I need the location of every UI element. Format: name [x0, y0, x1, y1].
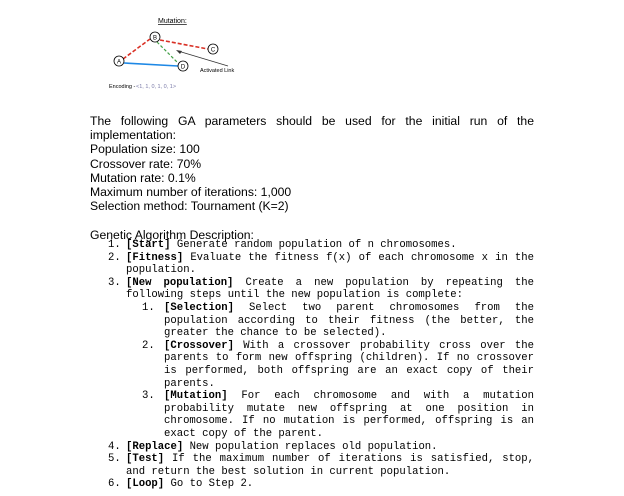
- population-size: Population size: 100: [90, 142, 200, 157]
- encoding-value: <1, 1, 0, 1, 0, 1>: [136, 84, 177, 90]
- step-test: 5. [Test] If the maximum number of iterations is satisfied, stop, and return the best solution in current population.: [108, 453, 534, 478]
- substep-crossover: 2. [Crossover] With a crossover probability cross over the parents to form new offspring (children). If no crossover is performed, both offspring are an exact copy of their parents.: [142, 339, 534, 390]
- edge-a-b: [123, 39, 150, 59]
- algorithm-steps: [100, 239, 534, 491]
- node-b: [150, 32, 160, 42]
- max-iterations: Maximum number of iterations: 1,000: [90, 185, 292, 200]
- substep-mutation: 3. [Mutation] For each chromosome and with a mutation probability mutate new offspring at one position in chromosome. If no mutation is performed, offspring is an exact copy of the parent.: [142, 390, 534, 440]
- substep-selection: 1. [Selection] Select two parent chromosomes from the population according to their fitness (the better, the greater the chance to be selected).: [142, 301, 534, 340]
- svg-text:B: B: [152, 35, 158, 42]
- step-new-population: 3. [New population] Create a new population by repeating the following steps until the new population is complete: 1. [Selection] Select two parent chromosomes from the population according to their fitness (the better, the greater the chance to be selected). 2. [Crossover] With a crossover probability cross over the parents to form new offspring (children). If no crossover is performed, both offspring are an exact copy of their parents. 3. [Mutation] For each chromosome and with a mutation probability mutate new offspring at one position in chromosome. If no mutation is performed, offspring is an exact copy of the parent.: [108, 276, 534, 440]
- description-heading: Genetic Algorithm Description:: [90, 228, 254, 242]
- selection-method: Selection method: Tournament (K=2): [90, 199, 289, 214]
- mutation-diagram: [0, 0, 624, 100]
- mutation-rate: Mutation rate: 0.1%: [90, 170, 196, 185]
- edge-b-c: [160, 40, 208, 49]
- node-d: [178, 61, 188, 71]
- pointer-arrowhead: [176, 50, 182, 54]
- step-fitness: 2. [Fitness] Evaluate the fitness f(x) of each chromosome x in the population.: [108, 251, 534, 277]
- step-loop: 6. [Loop] Go to Step 2.: [108, 478, 254, 491]
- step-start: 1. [Start] Generate random population of n chromosomes.: [108, 239, 457, 251]
- svg-text:A: A: [116, 59, 122, 66]
- ga-parameters: [90, 114, 534, 213]
- crossover-rate: Crossover rate: 70%: [90, 156, 202, 171]
- edge-b-d: [157, 42, 178, 63]
- encoding-label: Encoding -: [109, 84, 136, 90]
- activated-link-label: Activated Link: [200, 68, 235, 74]
- svg-text:D: D: [180, 64, 186, 71]
- edge-a-d: [124, 63, 178, 66]
- new-population-substeps: [126, 302, 534, 441]
- node-a: [114, 56, 124, 66]
- node-c: [208, 44, 218, 54]
- step-replace: 4. [Replace] New population replaces old population.: [108, 440, 438, 453]
- diagram-title: Mutation:: [158, 18, 187, 25]
- svg-text:C: C: [210, 47, 216, 54]
- params-intro: The following GA parameters should be used for the initial run of the implementation:: [90, 114, 534, 143]
